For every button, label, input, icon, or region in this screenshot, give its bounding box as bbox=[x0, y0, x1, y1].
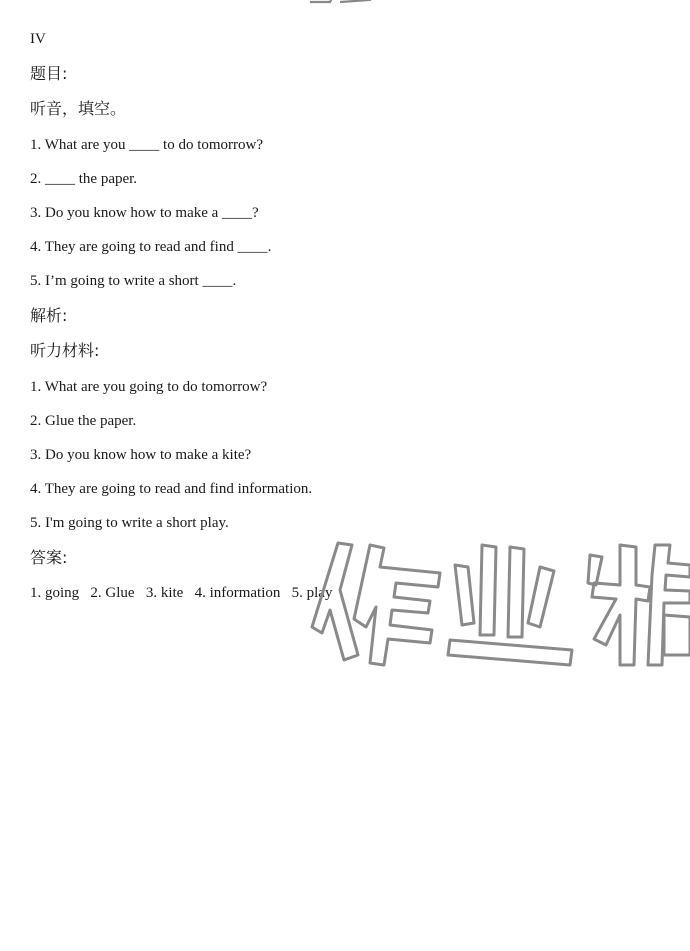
answer-list: 1. going 2. Glue 3. kite 4. information 5. play bbox=[30, 585, 333, 601]
question-item-5: 5. I’m going to write a short ____. bbox=[30, 273, 237, 289]
answer-heading: 答案: bbox=[30, 548, 68, 567]
watermark-fragment-top bbox=[300, 0, 390, 5]
transcript-heading: 听力材料: bbox=[30, 341, 100, 360]
transcript-item-2: 2. Glue the paper. bbox=[30, 413, 137, 429]
transcript-item-5: 5. I'm going to write a short play. bbox=[30, 515, 229, 531]
question-item-2: 2. ____ the paper. bbox=[30, 171, 138, 187]
transcript-item-3: 3. Do you know how to make a kite? bbox=[30, 447, 252, 463]
section-label: IV bbox=[30, 31, 46, 47]
question-item-1: 1. What are you ____ to do tomorrow? bbox=[30, 137, 264, 153]
question-item-3: 3. Do you know how to make a ____? bbox=[30, 205, 259, 221]
analysis-heading: 解析: bbox=[30, 306, 68, 325]
question-item-4: 4. They are going to read and find ____. bbox=[30, 239, 272, 255]
transcript-item-4: 4. They are going to read and find information. bbox=[30, 481, 313, 497]
transcript-item-1: 1. What are you going to do tomorrow? bbox=[30, 379, 268, 395]
instruction-text: 听音，填空。 bbox=[30, 99, 127, 118]
watermark-logo bbox=[300, 515, 690, 690]
question-heading: 题目: bbox=[30, 64, 68, 83]
